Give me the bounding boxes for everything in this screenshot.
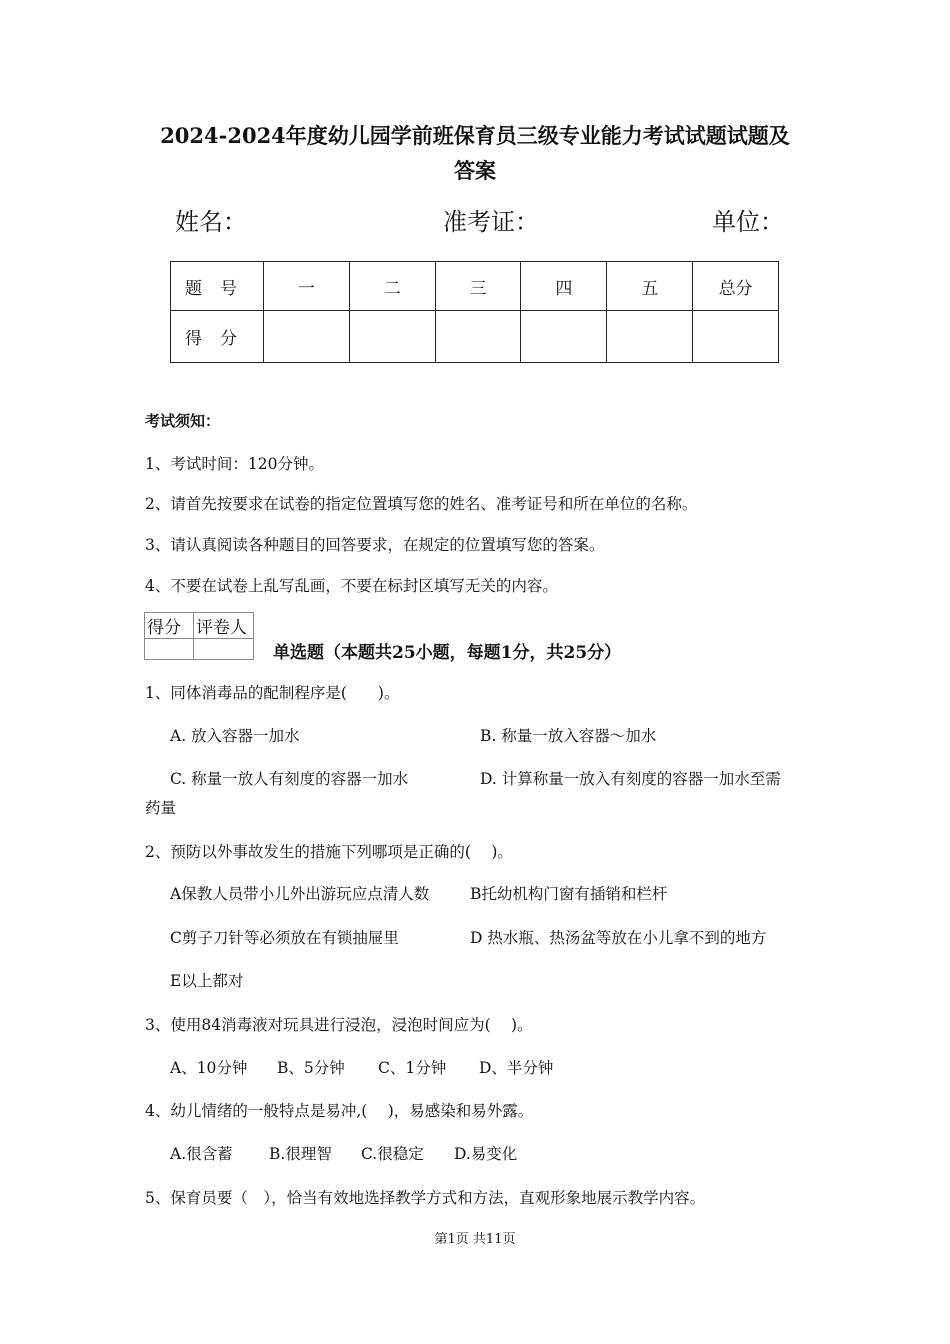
answer-option: A. 放入容器一加水	[170, 727, 300, 745]
grader-name-label: 评卷人	[194, 613, 254, 639]
answer-option: C. 称量一放人有刻度的容器一加水	[170, 770, 409, 788]
notice-heading: 考试须知：	[145, 412, 221, 430]
score-table	[170, 261, 779, 363]
answer-option: B. 称量一放入容器～加水	[480, 727, 657, 745]
answer-option: A保教人员带小儿外出游玩应点清人数	[170, 885, 430, 903]
notice-item: 4、不要在试卷上乱写乱画，不要在标封区填写无关的内容。	[145, 577, 558, 595]
question-stem: 5、保育员要（ ），恰当有效地选择教学方式和方法，直观形象地展示教学内容。	[145, 1189, 706, 1207]
score-cell	[607, 311, 693, 363]
grader-score-cell	[145, 639, 194, 660]
score-table-score-row	[171, 311, 779, 363]
notice-item: 3、请认真阅读各种题目的回答要求，在规定的位置填写您的答案。	[145, 536, 605, 554]
unit-field-label: 单位：	[712, 208, 784, 236]
answer-option: B、5分钟	[277, 1059, 345, 1077]
name-field-label: 姓名：	[175, 208, 247, 236]
grader-table-header-row	[145, 613, 254, 639]
answer-option: D. 计算称量一放入有刻度的容器一加水至需	[480, 770, 781, 788]
exam-title-line1: 2024-2024年度幼儿园学前班保育员三级专业能力考试试题试题及	[160, 123, 790, 148]
score-column-header: 四	[521, 262, 607, 311]
answer-option: D、半分钟	[479, 1059, 554, 1077]
answer-option: B托幼机构门窗有插销和栏杆	[470, 885, 668, 903]
score-column-header: 五	[607, 262, 693, 311]
question-stem: 1、同体消毒品的配制程序是( )。	[145, 684, 400, 702]
answer-option: D 热水瓶、热汤盆等放在小儿拿不到的地方	[470, 929, 767, 947]
grader-score-label: 得分	[145, 613, 194, 639]
answer-option: A、10分钟	[170, 1059, 248, 1077]
answer-option: A.很含蓄	[170, 1145, 233, 1163]
notice-item: 2、请首先按要求在试卷的指定位置填写您的姓名、准考证号和所在单位的名称。	[145, 495, 698, 513]
notice-item: 1、考试时间：120分钟。	[145, 455, 324, 473]
grader-table	[144, 612, 254, 660]
answer-option: C剪子刀针等必须放在有锁抽屉里	[170, 929, 399, 947]
score-label: 得分	[171, 311, 264, 363]
grader-table-blank-row	[145, 639, 254, 660]
answer-option: E以上都对	[170, 972, 244, 990]
score-cell	[435, 311, 521, 363]
exam-number-field-label: 准考证：	[443, 208, 539, 236]
score-table-header-row	[171, 262, 779, 311]
exam-title-line2: 答案	[454, 158, 496, 183]
question-stem: 2、预防以外事故发生的措施下列哪项是正确的( )。	[145, 843, 513, 861]
score-column-header: 三	[435, 262, 521, 311]
question-stem: 4、幼儿情绪的一般特点是易冲,( )，易感染和易外露。	[145, 1102, 534, 1120]
answer-option: B.很理智	[269, 1145, 332, 1163]
score-cell	[521, 311, 607, 363]
section-title: 单选题（本题共25小题，每题1分，共25分）	[273, 643, 622, 663]
answer-option: C.很稳定	[361, 1145, 424, 1163]
score-column-header: 总分	[693, 262, 779, 311]
score-column-header: 二	[349, 262, 435, 311]
answer-option: C、1分钟	[378, 1059, 447, 1077]
answer-option-continuation: 药量	[145, 799, 177, 817]
score-cell	[693, 311, 779, 363]
score-cell	[264, 311, 350, 363]
answer-option: D.易变化	[454, 1145, 518, 1163]
question-number-label: 题号	[171, 262, 264, 311]
question-stem: 3、使用84消毒液对玩具进行浸泡，浸泡时间应为( )。	[145, 1016, 533, 1034]
score-cell	[349, 311, 435, 363]
grader-name-cell	[194, 639, 254, 660]
score-column-header: 一	[264, 262, 350, 311]
page-footer: 第1页 共11页	[434, 1232, 516, 1247]
